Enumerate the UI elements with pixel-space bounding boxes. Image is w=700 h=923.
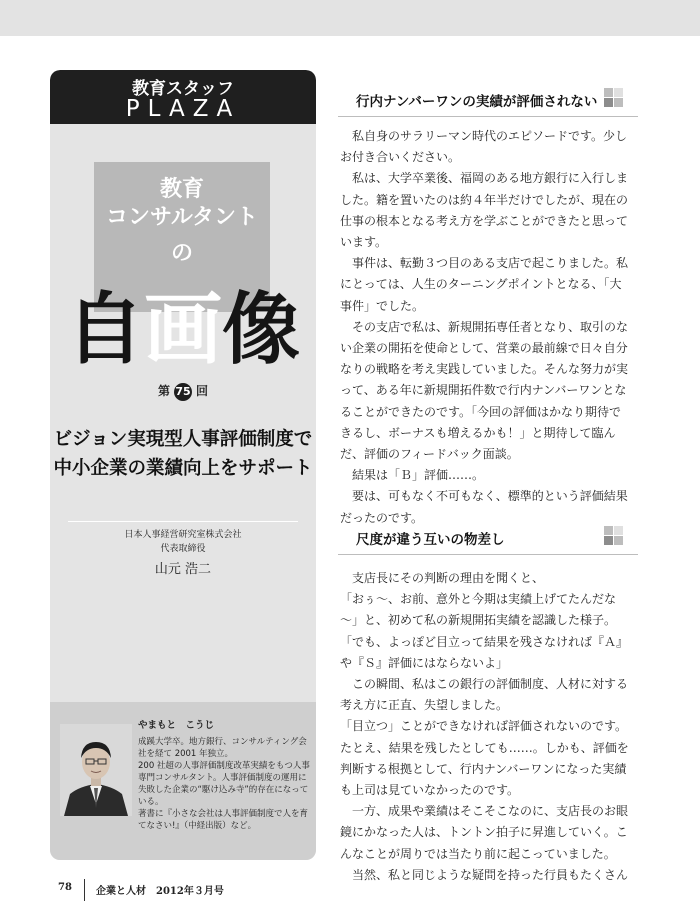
subtitle-line-2: コンサルタント bbox=[105, 205, 259, 230]
section-body-1 bbox=[340, 126, 630, 529]
divider bbox=[68, 521, 298, 522]
headline-line-1: ビジョン実現型人事評価制度で bbox=[53, 429, 313, 450]
section-heading-1 bbox=[338, 88, 638, 110]
section-body-2 bbox=[340, 568, 630, 886]
series-badge: 75 bbox=[174, 383, 192, 401]
footer-divider bbox=[84, 879, 85, 901]
deco-square-icon bbox=[604, 98, 613, 107]
section-heading-1-text: 行内ナンバーワンの実績が評価されない bbox=[356, 94, 598, 110]
series-prefix: 第 bbox=[157, 384, 170, 398]
paragraph: 事件は、転勤３つ目のある支店で起こりました。私にとっては、人生のターニングポイントとなる、「大事件」でした。 bbox=[340, 256, 629, 313]
paragraph: 「おぅ～、お前、意外と今期は実績上げてたんだな～」と、初めて私の新規開拓実績を認識した様子。 bbox=[340, 592, 617, 628]
author-portrait-icon bbox=[60, 724, 132, 816]
deco-square-icon bbox=[604, 88, 613, 97]
paragraph: 当然、私と同じような疑問を持った行員もたくさん bbox=[352, 867, 629, 882]
series-suffix: 回 bbox=[196, 384, 209, 398]
paragraph: 一方、成果や業績はそこそこなのに、支店長のお眼鏡にかなった人は、トントン拍子に昇進していく。こんなことが周りでは当たり前に起こっていました。 bbox=[340, 804, 629, 861]
paragraph: この瞬間、私はこの銀行の評価制度、人材に対する考え方に正直、失望しました。 bbox=[340, 677, 629, 713]
deco-square-icon bbox=[604, 526, 613, 535]
section-rule bbox=[338, 554, 638, 555]
profile-text bbox=[138, 720, 310, 832]
column-title bbox=[64, 285, 302, 375]
deco-square-icon bbox=[614, 526, 623, 535]
subtitle-line-3: の bbox=[170, 241, 193, 266]
title-char-1: 自 bbox=[65, 285, 144, 375]
section-heading-2-text: 尺度が違う互いの物差し bbox=[356, 532, 505, 548]
paragraph: 結果は「Ｂ」評価……。 bbox=[352, 468, 485, 483]
title-char-3: 像 bbox=[221, 285, 300, 375]
profile-name: やまもと こうじ bbox=[138, 720, 215, 731]
company-name: 日本人事経営研究室株式会社 bbox=[124, 530, 242, 540]
profile-line-1: 成蹊大学卒。地方銀行、コンサルティング会社を経て 2001 年独立。 bbox=[138, 737, 307, 759]
author-profile bbox=[50, 702, 316, 860]
paragraph: 私は、大学卒業後、福岡のある地方銀行に入行しました。籍を置いたのは約４年半だけでしたが、現在の仕事の根本となる考え方を学ぶことができたと思っています。 bbox=[340, 171, 629, 250]
paragraph: その支店で私は、新規開拓専任者となり、取引のない企業の開拓を使命として、営業の最前線で日々自分なりの戦略を考え実践していました。そんな努力が実って、ある年に新規開拓件数で行内ナンバーワンとなることができたのです。「今回の評価はかなり期待できるし、ボーナスも増えるかも！」と期待して臨んだ、評価のフィードバック面談。 bbox=[340, 319, 629, 462]
page-number: 78 bbox=[58, 882, 72, 893]
article-headline bbox=[50, 425, 316, 483]
column-sidebar bbox=[50, 70, 316, 860]
series-number bbox=[50, 382, 316, 401]
author-name: 山元 浩二 bbox=[154, 562, 212, 577]
author-photo bbox=[60, 724, 132, 816]
plaza-header-jp: 教育スタッフ bbox=[132, 79, 234, 99]
top-band bbox=[0, 0, 700, 36]
paragraph: 私自身のサラリーマン時代のエピソードです。少しお付き合いください。 bbox=[340, 129, 628, 165]
magazine-name: 企業と人材 2012年３月号 bbox=[96, 886, 224, 897]
section-heading-2 bbox=[338, 526, 638, 548]
deco-square-icon bbox=[614, 536, 623, 545]
section-rule bbox=[338, 116, 638, 117]
headline-line-2: 中小企業の業績向上をサポート bbox=[53, 458, 313, 479]
paragraph: 要は、可もなく不可もなく、標準的という評価結果だったのです。 bbox=[340, 489, 628, 525]
plaza-header-en: PLAZA bbox=[125, 96, 241, 122]
paragraph: 「目立つ」ことができなければ評価されないのです。たとえ、結果を残したとしても……。しかも、評価を判断する根拠として、行内ナンバーワンになった実績も上司は見ていなかったのです。 bbox=[340, 719, 629, 798]
subtitle-line-1: 教育 bbox=[159, 177, 204, 202]
profile-line-3: 著書に『小さな会社は人事評価制度で人を育てなさい!』（中経出版）など。 bbox=[138, 809, 309, 831]
paragraph: 「でも、よっぽど目立って結果を残さなければ『Ａ』や『Ｓ』評価にはならないよ」 bbox=[340, 634, 629, 670]
deco-square-icon bbox=[604, 536, 613, 545]
paragraph: 支店長にその判断の理由を聞くと、 bbox=[352, 571, 545, 585]
deco-square-icon bbox=[614, 88, 623, 97]
author-role: 代表取締役 bbox=[160, 544, 206, 554]
deco-square-icon bbox=[614, 98, 623, 107]
plaza-header bbox=[50, 70, 316, 124]
author-affiliation bbox=[50, 528, 316, 556]
profile-line-2: 200 社超の人事評価制度改革実績をもつ人事専門コンサルタント。人事評価制度の運用に失敗した企業の“駆け込み寺”的存在になっている。 bbox=[138, 761, 310, 807]
title-char-2: 画 bbox=[143, 285, 222, 375]
